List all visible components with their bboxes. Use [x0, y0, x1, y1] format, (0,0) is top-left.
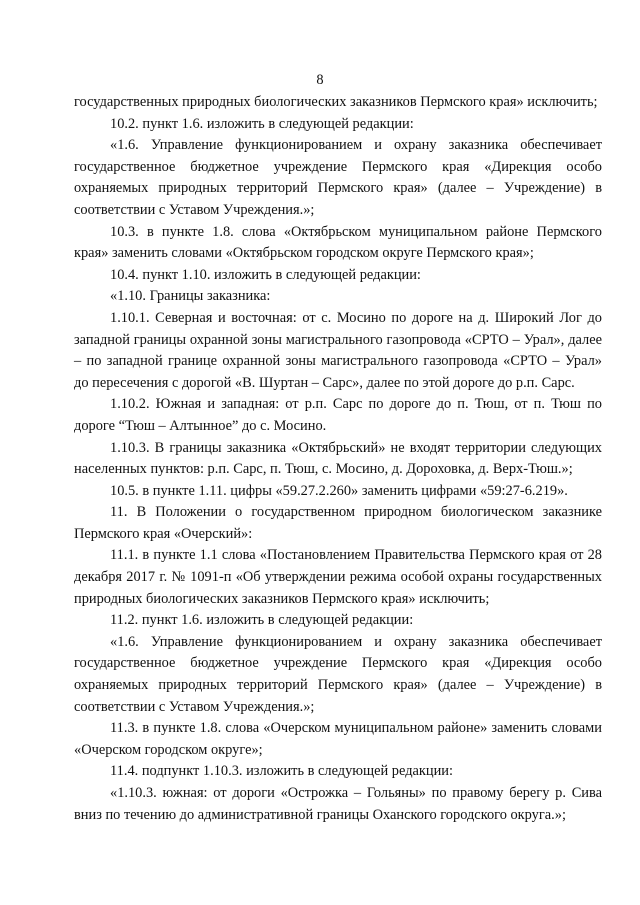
paragraph: государственных природных биологических заказников Пермского края» исключить;	[74, 94, 598, 110]
paragraph: 10.3. в пункте 1.8. слова «Октябрьском муниципальном районе Пермского края» заменить словами «Октябрьском городском округе Пермского края»;	[74, 223, 602, 262]
paragraph: 10.5. в пункте 1.11. цифры «59.27.2.260» заменить цифрами «59:27-6.219».	[110, 482, 568, 499]
paragraph: 11.3. в пункте 1.8. слова «Очерском муниципальном районе» заменить словами «Очерском городском округе»;	[74, 720, 602, 758]
page-number: 8	[316, 72, 324, 88]
paragraph: 10.4. пункт 1.10. изложить в следующей редакции:	[110, 266, 421, 283]
paragraph: 1.10.1. Северная и восточная: от с. Мосино по дороге на д. Широкий Лог до западной границы охранной зоны магистрального газопровода «СРТО – Урал», далее – по западной границе охранной зоны магистрального газопровода «СРТО – Урал» до пересечения с дорогой «В. Шуртан – Сарс», далее по этой дороге до р.п. Сарс.	[74, 309, 602, 391]
paragraph: «1.10. Границы заказника:	[110, 288, 271, 305]
paragraph: 11.2. пункт 1.6. изложить в следующей редакции:	[110, 612, 414, 629]
paragraph: 11. В Положении о государственном природном биологическом заказнике Пермского края «Очерский»:	[74, 504, 602, 542]
paragraph: 11.1. в пункте 1.1 слова «Постановлением Правительства Пермского края от 28 декабря 2017 г. № 1091-п «Об утверждении режима особой охраны государственных природных биологических заказников Пермского края» исключить;	[74, 547, 602, 607]
paragraph: 1.10.2. Южная и западная: от р.п. Сарс по дороге до п. Тюш, от п. Тюш по дороге “Тюш – Алтынное” до с. Мосино.	[74, 396, 602, 434]
paragraph: «1.6. Управление функционированием и охрану заказника обеспечивает государственное бюджетное учреждение Пермского края «Дирекция особо охраняемых природных территорий Пермского края» (далее – Учреждение) в соответствии с Уставом Учреждения.»;	[74, 137, 602, 218]
paragraph: 10.2. пункт 1.6. изложить в следующей редакции:	[110, 115, 414, 132]
paragraph: «1.6. Управление функционированием и охрану заказника обеспечивает государственное бюджетное учреждение Пермского края «Дирекция особо охраняемых природных территорий Пермского края» (далее – Учреждение) в соответствии с Уставом Учреждения.»;	[74, 633, 602, 715]
paragraph: «1.10.3. южная: от дороги «Острожка – Гольяны» по правому берегу р. Сива вниз по течению до административной границы Оханского городского округа.»;	[74, 785, 602, 823]
paragraph: 1.10.3. В границы заказника «Октябрьский» не входят территории следующих населенных пунктов: р.п. Сарс, п. Тюш, с. Мосино, д. Дороховка, д. Верх-Тюш.»;	[74, 439, 602, 478]
paragraph: 11.4. подпункт 1.10.3. изложить в следующей редакции:	[110, 763, 453, 780]
document-body	[74, 92, 602, 826]
